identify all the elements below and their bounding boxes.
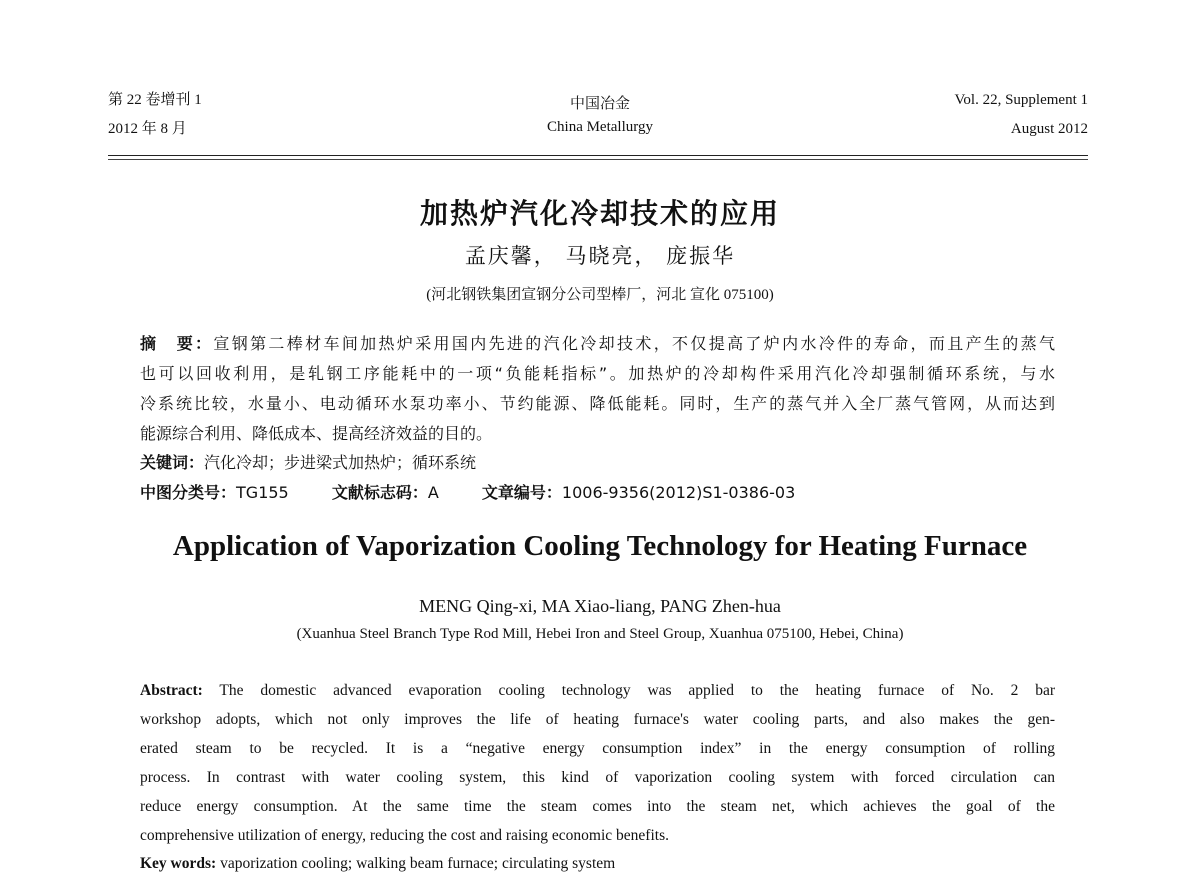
header-rule-thin — [108, 159, 1088, 160]
abstract-en-line: workshop adopts, which not only improves the life of heating furnace's water cooling parts, and also makes the gen- — [140, 711, 1055, 728]
affiliation-cn: (河北钢铁集团宣钢分公司型棒厂，河北 宣化 075100) — [426, 287, 774, 303]
journal-name-en: China Metallurgy — [547, 119, 653, 135]
abstract-cn-line: 能源综合利用、降低成本、提高经济效益的目的。 — [140, 424, 493, 443]
abstract-en-line: Abstract: The domestic advanced evaporation cooling technology was applied to the heating furnace of No. 2 bar — [140, 682, 1055, 699]
abstract-en-line: process. In contrast with water cooling system, this kind of vaporization cooling system with forced circulation can — [140, 769, 1055, 786]
date-en: August 2012 — [1010, 121, 1088, 137]
affiliation-en: (Xuanhua Steel Branch Type Rod Mill, Hebei Iron and Steel Group, Xuanhua 075100, Hebei, China) — [296, 626, 904, 642]
classification: 中图分类号：TG155 文献标志码：A 文章编号：1006-9356(2012)S1-0386-03 — [140, 483, 796, 502]
authors-en: MENG Qing-xi, MA Xiao-liang, PANG Zhen-hua — [419, 596, 781, 616]
journal-name-cn: 中国冶金 — [569, 96, 630, 112]
abstract-cn-line: 冷系统比较，水量小、电动循环水泵功率小、节约能源、降低能耗。同时，生产的蒸气并入全厂蒸气管网，从而达到 — [140, 394, 1055, 413]
abstract-en-line: erated steam to be recycled. It is a “negative energy consumption index” in the energy consumption of rolling — [140, 740, 1055, 757]
date-cn: 2012 年 8 月 — [108, 121, 187, 137]
abstract-en-line: reduce energy consumption. At the same time the steam comes into the steam net, which achieves the goal of the — [140, 798, 1055, 815]
volume-cn: 第 22 卷增刊 1 — [108, 92, 202, 108]
title-en: Application of Vaporization Cooling Technology for Heating Furnace — [172, 530, 1028, 562]
abstract-cn-label: 摘 要： — [140, 334, 214, 353]
abstract-en-label: Abstract: — [140, 682, 203, 699]
header-rule — [108, 155, 1088, 156]
title-cn: 加热炉汽化冷却技术的应用 — [419, 197, 780, 230]
keywords-cn: 关键词：汽化冷却；步进梁式加热炉；循环系统 — [140, 453, 477, 472]
abstract-en-line: comprehensive utilization of energy, reducing the cost and raising economic benefits. — [140, 827, 669, 844]
authors-cn: 孟庆馨， 马晓亮， 庞振华 — [464, 244, 736, 268]
abstract-cn-line: 摘 要：宣钢第二棒材车间加热炉采用国内先进的汽化冷却技术，不仅提高了炉内水冷件的寿命，而且产生的蒸气 — [140, 334, 1055, 353]
volume-en: Vol. 22, Supplement 1 — [954, 92, 1088, 108]
keywords-en: Key words: vaporization cooling; walking beam furnace; circulating system — [140, 855, 616, 872]
abstract-cn-line: 也可以回收利用，是轧钢工序能耗中的一项“负能耗指标”。加热炉的冷却构件采用汽化冷却强制循环系统，与水 — [140, 364, 1055, 383]
